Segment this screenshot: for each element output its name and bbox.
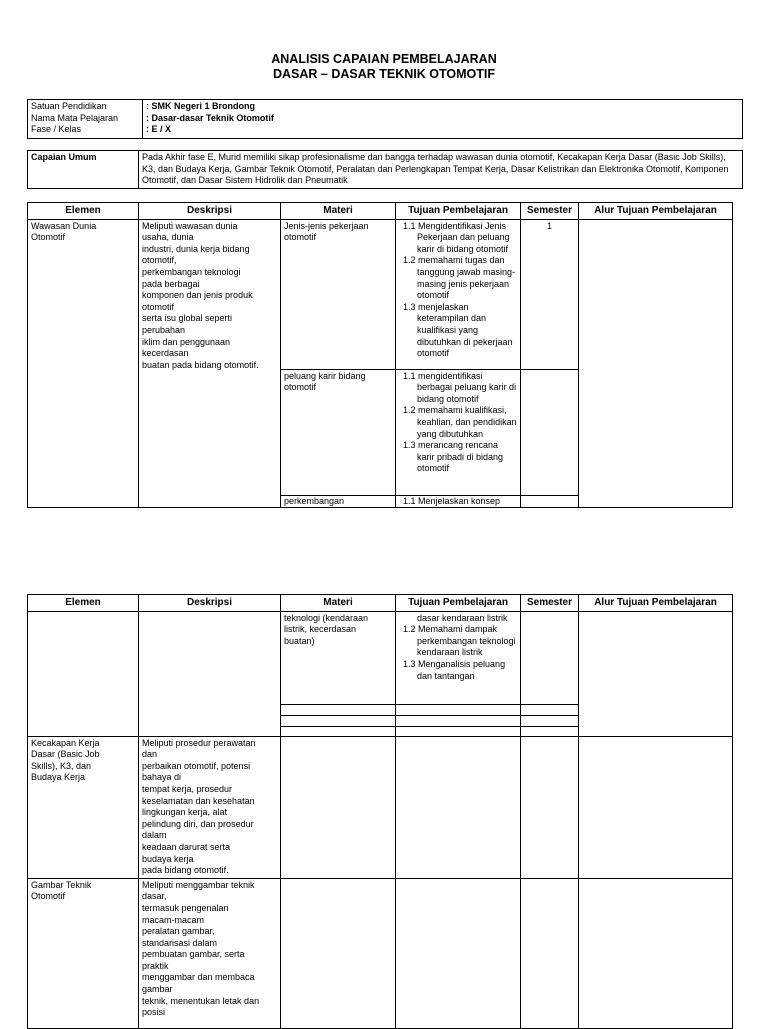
header-materi: Materi bbox=[281, 595, 396, 612]
alur-cell bbox=[579, 611, 733, 736]
materi-cell bbox=[281, 736, 396, 878]
header-elemen: Elemen bbox=[28, 203, 139, 220]
semester-cell bbox=[521, 611, 579, 704]
elemen-cell: Wawasan Dunia Otomotif bbox=[28, 219, 139, 508]
semester-cell bbox=[521, 736, 579, 878]
semester-cell: 1 bbox=[521, 219, 579, 369]
tujuan-item: 1.2 Memahami dampak perkembangan teknologi kendaraan listrik bbox=[403, 624, 516, 658]
tujuan-cell bbox=[396, 704, 521, 715]
materi-cell bbox=[281, 704, 396, 715]
tujuan-cell bbox=[396, 715, 521, 726]
elemen-cell bbox=[28, 611, 139, 736]
deskripsi-cell: Meliputi prosedur perawatan dan perbaikan otomotif, potensi bahaya di tempat kerja, prosedur keselamatan dan kesehatan lingkungan kerja, alat pelindung diri, dan prosedur dalam keadaan darurat serta budaya kerja pada bidang otomotif. bbox=[139, 736, 281, 878]
table-row bbox=[28, 219, 733, 369]
table-row bbox=[28, 736, 733, 878]
tujuan-item: 1.3 Menganalisis peluang dan tantangan bbox=[403, 658, 506, 681]
tujuan-cell bbox=[396, 611, 521, 704]
capaian-label: Capaian Umum bbox=[28, 151, 139, 189]
table-header-row bbox=[28, 203, 733, 220]
materi-cell: Jenis-jenis pekerjaan otomotif bbox=[281, 219, 396, 369]
tujuan-item: dasar kendaraan listrik bbox=[417, 612, 508, 623]
tujuan-item: 1.1 Menjelaskan konsep bbox=[403, 495, 501, 506]
deskripsi-cell bbox=[139, 611, 281, 736]
header-semester: Semester bbox=[521, 595, 579, 612]
capaian-table bbox=[27, 150, 743, 189]
header-elemen: Elemen bbox=[28, 595, 139, 612]
cp-table-1 bbox=[27, 202, 733, 508]
header-tujuan: Tujuan Pembelajaran bbox=[396, 595, 521, 612]
materi-cell: perkembangan bbox=[281, 495, 396, 508]
materi-cell bbox=[281, 726, 396, 736]
semester-cell bbox=[521, 726, 579, 736]
identity-label: Nama Mata Pelajaran bbox=[28, 113, 143, 125]
table-row bbox=[28, 878, 733, 1028]
header-tujuan: Tujuan Pembelajaran bbox=[396, 203, 521, 220]
semester-cell bbox=[521, 878, 579, 1028]
materi-cell: peluang karir bidang otomotif bbox=[281, 369, 396, 495]
header-materi: Materi bbox=[281, 203, 396, 220]
elemen-cell: Kecakapan Kerja Dasar (Basic Job Skills), K3, dan Budaya Kerja bbox=[28, 736, 139, 878]
header-deskripsi: Deskripsi bbox=[139, 203, 281, 220]
alur-cell bbox=[579, 219, 733, 508]
header-deskripsi: Deskripsi bbox=[139, 595, 281, 612]
title-line-1: ANALISIS CAPAIAN PEMBELAJARAN bbox=[271, 52, 497, 66]
alur-cell bbox=[579, 878, 733, 1028]
materi-cell bbox=[281, 878, 396, 1028]
tujuan-item: 1.3 menjelaskan keterampilan dan kualifikasi yang dibutuhkan di pekerjaan otomotif bbox=[403, 301, 513, 359]
identity-label: Satuan Pendidikan bbox=[28, 100, 143, 113]
identity-value: : SMK Negeri 1 Brondong bbox=[146, 101, 256, 111]
header-semester: Semester bbox=[521, 203, 579, 220]
deskripsi-cell: Meliputi menggambar teknik dasar, termasuk pengenalan macam-macam peralatan gambar, standarisasi dalam pembuatan gambar, serta praktik menggambar dan membaca gambar teknik, menentukan letak dan posisi bbox=[139, 878, 281, 1028]
title-line-2: DASAR – DASAR TEKNIK OTOMOTIF bbox=[273, 67, 495, 81]
semester-cell bbox=[521, 495, 579, 508]
tujuan-cell bbox=[396, 726, 521, 736]
deskripsi-cell: Meliputi wawasan dunia usaha, dunia industri, dunia kerja bidang otomotif, perkembangan teknologi pada berbagai komponen dan jenis produk otomotif serta isu global seperti perubahan iklim dan penggunaan kecerdasan buatan pada bidang otomotif. bbox=[139, 219, 281, 508]
tujuan-item: 1.1 mengidentifikasi berbagai peluang karir di bidang otomotif bbox=[403, 370, 517, 404]
tujuan-cell bbox=[396, 878, 521, 1028]
tujuan-cell bbox=[396, 495, 521, 508]
table-header-row bbox=[28, 595, 733, 612]
page-title bbox=[0, 52, 768, 82]
tujuan-item: 1.2 memahami tugas dan tanggung jawab masing-masing jenis pekerjaan otomotif bbox=[403, 255, 516, 301]
semester-cell bbox=[521, 369, 579, 495]
elemen-cell: Gambar Teknik Otomotif bbox=[28, 878, 139, 1028]
tujuan-item: 1.2 memahami kualifikasi, keahlian, dan pendidikan yang dibutuhkan bbox=[403, 405, 517, 439]
table-row bbox=[28, 611, 733, 704]
materi-cell: teknologi (kendaraan listrik, kecerdasan buatan) bbox=[281, 611, 396, 704]
capaian-text: Pada Akhir fase E, Murid memiliki sikap profesionalisme dan bangga terhadap wawasan dunia otomotif, Kecakapan Kerja Dasar (Basic Job Skills), K3, dan Budaya Kerja, Gambar Teknik Otomotif, Peralatan dan Perlengkapan Tempat Kerja, Dasar Kelistrikan dan Elektronika Otomotif, Komponen Otomotif, dan Dasar Sistem Hidrolik dan Pneumatik bbox=[139, 151, 743, 189]
tujuan-cell bbox=[396, 219, 521, 369]
semester-cell bbox=[521, 715, 579, 726]
identity-value: : Dasar-dasar Teknik Otomotif bbox=[146, 112, 274, 123]
alur-cell bbox=[579, 736, 733, 878]
identity-value: : E / X bbox=[146, 124, 172, 135]
cp-table-2 bbox=[27, 594, 733, 1029]
tujuan-item: 1.1 Mengidentifikasi Jenis Pekerjaan dan peluang karir di bidang otomotif bbox=[403, 220, 510, 254]
identity-label: Fase / Kelas bbox=[28, 124, 143, 138]
tujuan-cell bbox=[396, 369, 521, 495]
header-alur: Alur Tujuan Pembelajaran bbox=[579, 595, 733, 612]
materi-cell bbox=[281, 715, 396, 726]
tujuan-cell bbox=[396, 736, 521, 878]
semester-cell bbox=[521, 704, 579, 715]
tujuan-item: 1.3 merancang rencana karir pribadi di bidang otomotif bbox=[403, 440, 504, 474]
identity-table bbox=[27, 99, 743, 139]
header-alur: Alur Tujuan Pembelajaran bbox=[579, 203, 733, 220]
